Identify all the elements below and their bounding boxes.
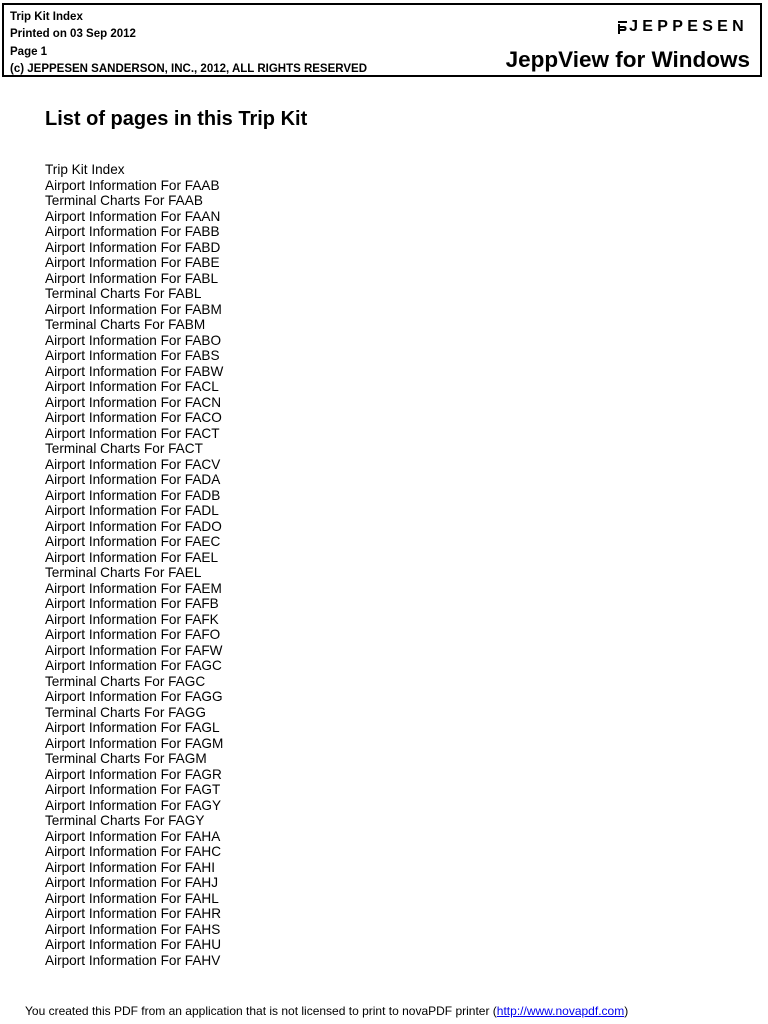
list-item: Airport Information For FAAB [45, 177, 220, 193]
novapdf-link[interactable]: http://www.novapdf.com [496, 1004, 625, 1018]
list-item: Airport Information For FAHL [45, 890, 219, 906]
list-item: Airport Information For FAGY [45, 797, 222, 813]
list-item: Airport Information For FAGT [45, 782, 221, 797]
list-item: Terminal Charts For FAEL [45, 565, 202, 580]
list-item: Airport Information For FABD [45, 239, 221, 255]
list-item: Airport Information For FADL [45, 503, 219, 518]
list-item: Airport Information For FAHR [45, 906, 222, 921]
header-line-trip-kit-index: Trip Kit Index [10, 11, 83, 23]
list-item: Airport Information For FACO [45, 410, 222, 425]
list-item: Airport Information For FABO [45, 332, 222, 348]
list-item: Airport Information For FACN [45, 394, 222, 410]
license-footer [25, 1004, 628, 1018]
list-item: Terminal Charts For FAAB [45, 193, 203, 208]
list-item: Airport Information For FAHJ [45, 875, 218, 890]
jeppesen-logo-icon [618, 21, 627, 34]
list-item: Airport Information For FAFB [45, 596, 219, 611]
list-item: Airport Information For FAFK [45, 611, 219, 627]
list-item: Airport Information For FACT [45, 425, 220, 441]
header-line-page-number: Page 1 [10, 45, 48, 58]
footer-text-end: ) [624, 1004, 629, 1018]
list-item: Airport Information For FACL [45, 379, 219, 394]
list-item: Terminal Charts For FABL [45, 286, 202, 301]
list-item: Airport Information For FAHV [45, 952, 221, 968]
footer-text: You created this PDF from an application that is not licensed to print to novaPDF printer ( [25, 1004, 497, 1018]
list-item: Airport Information For FAEM [45, 580, 222, 596]
list-item: Airport Information For FAEL [45, 549, 219, 565]
list-item: Terminal Charts For FAGM [45, 751, 207, 766]
list-item: Airport Information For FACV [45, 456, 221, 472]
list-item: Airport Information For FAHC [45, 844, 222, 859]
list-item: Airport Information For FABB [45, 224, 220, 239]
product-name: JeppView for Windows [505, 47, 750, 72]
trip-kit-page-list [45, 162, 223, 968]
list-item: Airport Information For FAEC [45, 534, 221, 549]
list-item: Airport Information For FAAN [45, 208, 221, 224]
list-item: Airport Information For FAGG [45, 689, 223, 704]
header-info [10, 9, 367, 78]
list-item: Airport Information For FABL [45, 270, 219, 286]
list-item: Trip Kit Index [45, 162, 125, 177]
list-item: Airport Information For FAHU [45, 937, 222, 952]
list-item: Airport Information For FAFW [45, 642, 223, 658]
list-item: Airport Information For FABW [45, 363, 224, 379]
page-title: List of pages in this Trip Kit [45, 108, 308, 130]
header-line-printed-date: Printed on 03 Sep 2012 [10, 28, 136, 41]
list-item: Airport Information For FAHS [45, 921, 221, 937]
list-item: Airport Information For FAHA [45, 828, 221, 844]
list-item: Terminal Charts For FAGG [45, 704, 206, 720]
list-item: Terminal Charts For FAGY [45, 813, 205, 828]
page-header [2, 3, 762, 77]
list-item: Airport Information For FAGR [45, 766, 222, 782]
list-item: Airport Information For FAGM [45, 735, 224, 751]
list-item: Airport Information For FAGC [45, 658, 222, 673]
list-item: Terminal Charts For FACT [45, 441, 203, 456]
list-item: Airport Information For FAFO [45, 627, 221, 642]
jeppesen-brand [618, 18, 748, 36]
list-item: Terminal Charts For FABM [45, 317, 206, 332]
list-item: Airport Information For FADB [45, 487, 221, 503]
list-item: Airport Information For FAHI [45, 859, 215, 875]
list-item: Airport Information For FABE [45, 255, 220, 270]
list-item: Airport Information For FAGL [45, 720, 220, 735]
header-line-copyright: (c) JEPPESEN SANDERSON, INC., 2012, ALL RIGHTS RESERVED [10, 62, 368, 75]
brand-name: JEPPESEN [629, 18, 748, 35]
list-item: Airport Information For FADA [45, 472, 221, 487]
list-item: Terminal Charts For FAGC [45, 673, 206, 689]
list-item: Airport Information For FADO [45, 518, 222, 534]
list-item: Airport Information For FABS [45, 348, 220, 363]
list-item: Airport Information For FABM [45, 301, 222, 317]
